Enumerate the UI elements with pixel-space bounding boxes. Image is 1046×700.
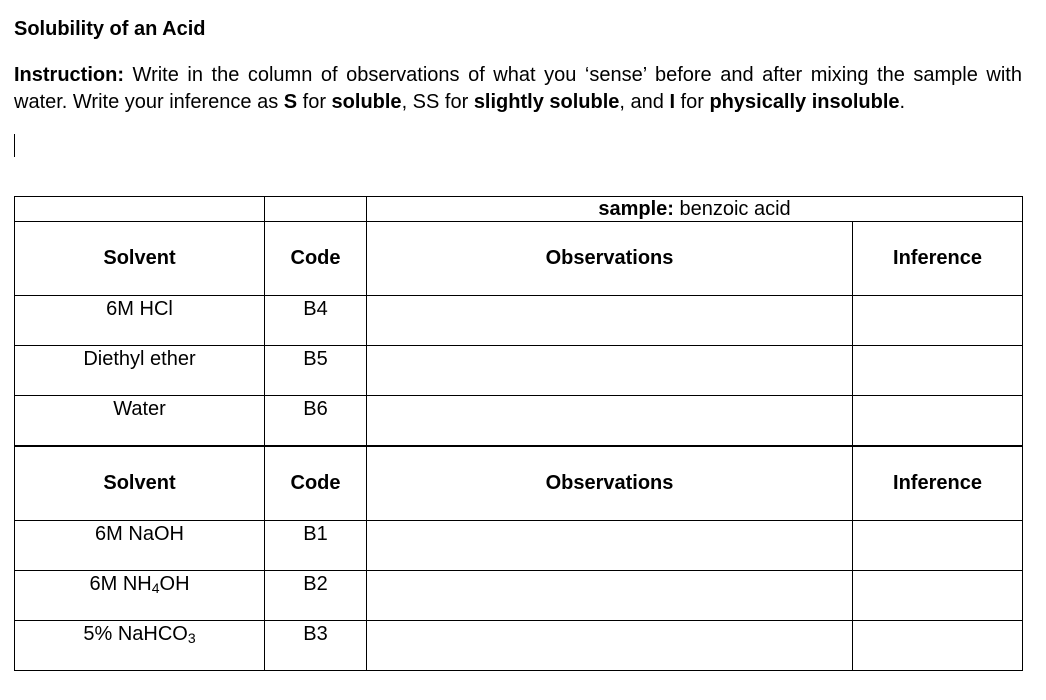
code-cell: B6 bbox=[265, 396, 367, 446]
code-cell: B2 bbox=[265, 570, 367, 620]
header-code: Code bbox=[265, 222, 367, 296]
inference-cell[interactable] bbox=[853, 346, 1023, 396]
observations-cell[interactable] bbox=[367, 346, 853, 396]
solvent-cell: Water bbox=[15, 396, 265, 446]
sample-cell[interactable] bbox=[367, 197, 1023, 222]
header-code: Code bbox=[265, 446, 367, 521]
empty-cell[interactable] bbox=[265, 197, 367, 222]
header-solvent: Solvent bbox=[15, 446, 265, 521]
observations-cell[interactable] bbox=[367, 620, 853, 670]
instruction-text-6: . bbox=[899, 91, 906, 113]
instruction-text-1: Write in the column of observations of what you ‘sense’ before and after mixing the sample with water. Write your inference as bbox=[14, 64, 1022, 113]
instruction-text-4: , and bbox=[619, 91, 670, 113]
header-observations: Observations bbox=[367, 446, 853, 521]
code-cell: B1 bbox=[265, 520, 367, 570]
solvent-formula-part: 5% NaHCO bbox=[83, 622, 188, 645]
code-cell: B5 bbox=[265, 346, 367, 396]
code-cell: B3 bbox=[265, 620, 367, 670]
instruction-paragraph bbox=[14, 62, 1022, 116]
code-cell: B4 bbox=[265, 296, 367, 346]
text-cursor[interactable] bbox=[14, 134, 15, 157]
solvent-formula-part: OH bbox=[159, 572, 190, 595]
observations-cell[interactable] bbox=[367, 396, 853, 446]
inference-cell[interactable] bbox=[853, 296, 1023, 346]
header-row bbox=[15, 446, 1023, 521]
sample-value: benzoic acid bbox=[673, 198, 791, 220]
observations-cell[interactable] bbox=[367, 296, 853, 346]
inference-cell[interactable] bbox=[853, 620, 1023, 670]
instruction-text-5: for bbox=[675, 91, 710, 113]
table-row bbox=[15, 346, 1023, 396]
table-row bbox=[15, 296, 1023, 346]
solvent-cell bbox=[15, 570, 265, 620]
observations-cell[interactable] bbox=[367, 520, 853, 570]
solvent-cell: 6M HCl bbox=[15, 296, 265, 346]
soluble-word: soluble bbox=[331, 91, 402, 113]
slightly-soluble-word: slightly soluble bbox=[473, 91, 620, 113]
inference-cell[interactable] bbox=[853, 520, 1023, 570]
solvent-cell: Diethyl ether bbox=[15, 346, 265, 396]
instruction-label: Instruction: bbox=[14, 64, 124, 86]
solvent-formula-subscript: 4 bbox=[151, 579, 160, 596]
insoluble-word: physically insoluble bbox=[709, 91, 900, 113]
solvent-formula-subscript: 3 bbox=[187, 629, 196, 646]
solvent-cell: 6M NaOH bbox=[15, 520, 265, 570]
header-inference: Inference bbox=[853, 446, 1023, 521]
empty-cell[interactable] bbox=[15, 197, 265, 222]
header-solvent: Solvent bbox=[15, 222, 265, 296]
inference-cell[interactable] bbox=[853, 396, 1023, 446]
solvent-cell bbox=[15, 620, 265, 670]
instruction-text-3: , SS for bbox=[401, 91, 474, 113]
table-row bbox=[15, 620, 1023, 670]
sample-label: sample: bbox=[598, 198, 674, 220]
table-row bbox=[15, 520, 1023, 570]
solubility-table bbox=[14, 196, 1023, 671]
header-inference: Inference bbox=[853, 222, 1023, 296]
sample-row bbox=[15, 197, 1023, 222]
solvent-formula-part: 6M NH bbox=[89, 572, 152, 595]
soluble-code: S bbox=[283, 91, 298, 113]
inference-cell[interactable] bbox=[853, 570, 1023, 620]
header-row bbox=[15, 222, 1023, 296]
header-observations: Observations bbox=[367, 222, 853, 296]
insoluble-code: I bbox=[669, 91, 675, 113]
instruction-text-2: for bbox=[297, 91, 332, 113]
table-row bbox=[15, 570, 1023, 620]
document-title: Solubility of an Acid bbox=[14, 18, 206, 40]
table-row bbox=[15, 396, 1023, 446]
observations-cell[interactable] bbox=[367, 570, 853, 620]
